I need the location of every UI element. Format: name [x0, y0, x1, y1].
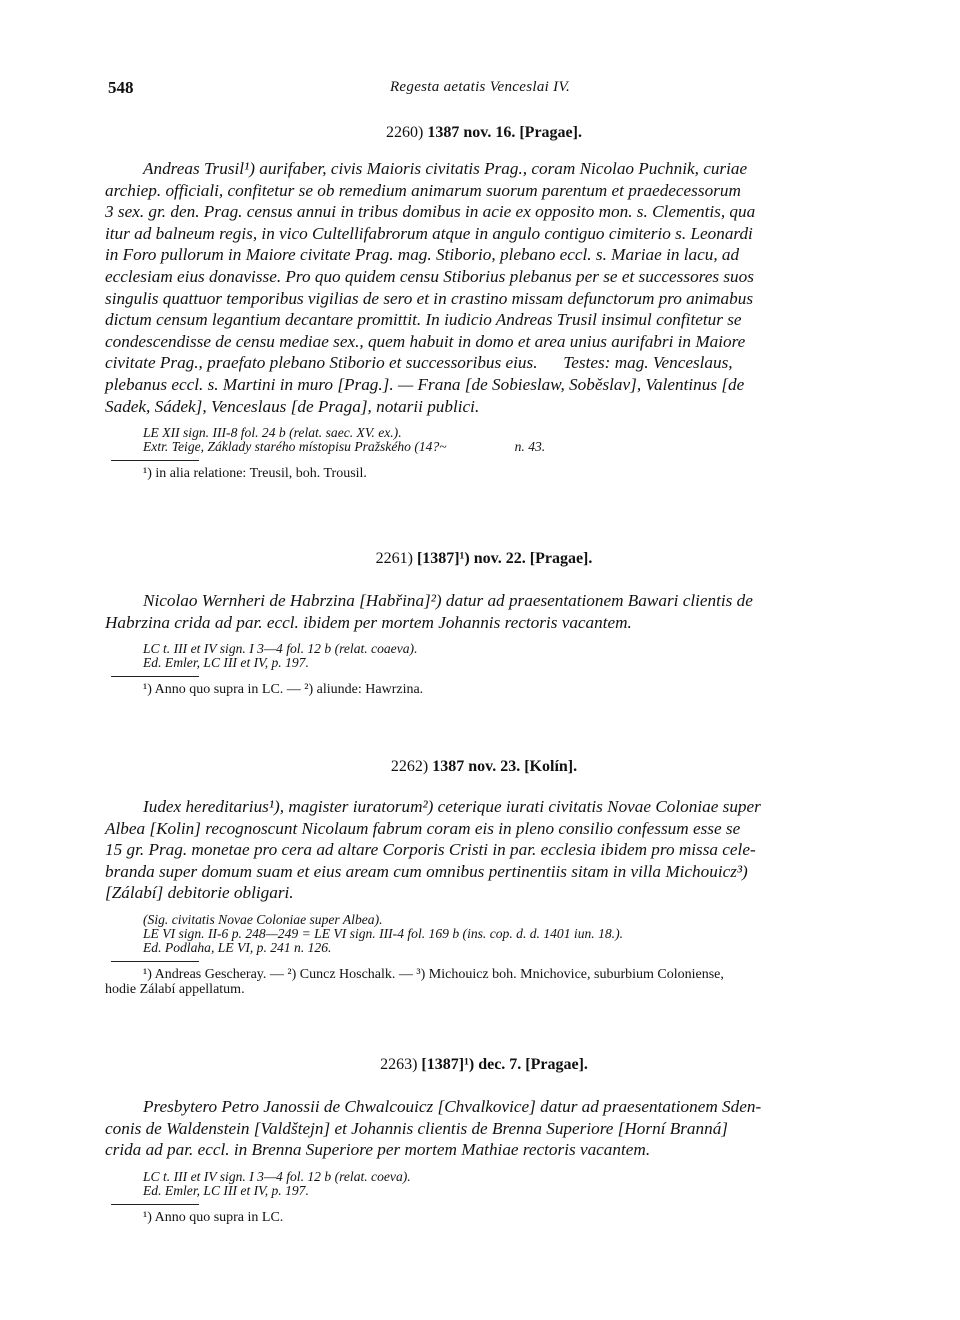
body-line: [Zálabí] debitorie obligari.: [105, 883, 294, 903]
source-line: LE VI sign. II-6 p. 248—249 = LE VI sign. III-4 fol. 169 b (ins. cop. d. d. 1401 iun. 18.).: [143, 925, 624, 941]
footnote: [105, 966, 863, 997]
body-line: Iudex hereditarius¹), magister iuratorum²) ceterique iurati civitatis Novae Coloniae super: [143, 797, 761, 816]
body-line: in Foro pullorum in Maiore civitate Prag. mag. Stiborio, plebano eccl. s. Mariae in lacu, ad: [105, 245, 740, 265]
entry-body: [105, 158, 863, 417]
sources: [143, 642, 863, 670]
source-line: LC t. III et IV sign. I 3—4 fol. 12 b (relat. coaeva).: [143, 641, 418, 657]
entry-body: [105, 796, 863, 904]
sources: [143, 426, 863, 454]
entry-heading: [105, 1054, 863, 1076]
body-line: archiep. officiali, confitetur se ob remedium animarum suorum parentum et praedecessorum: [105, 180, 741, 200]
source-line: (Sig. civitatis Novae Coloniae super Albea).: [143, 911, 383, 927]
body-line: Andreas Trusil¹) aurifaber, civis Maioris civitatis Prag., coram Nicolao Puchnik, curiae: [143, 159, 748, 178]
footnote-rule: [111, 961, 199, 962]
entry-number: 2262): [390, 758, 429, 775]
body-line: dictum censum legantium decantare promittit. In iudicio Andreas Trusil insimul confitetur se: [105, 310, 742, 330]
source-line: LE XII sign. III-8 fol. 24 b (relat. saec. XV. ex.).: [143, 425, 402, 441]
source-line: Ed. Emler, LC III et IV, p. 197.: [143, 1182, 309, 1198]
footnote: ¹) in alia relatione: Treusil, boh. Trousil.: [143, 466, 367, 482]
body-line: ecclesiam eius donavisse. Pro quo quidem censu Stiborius plebanus per se et successores suos: [105, 266, 754, 286]
entry-date: [1387]¹) nov. 22. [Pragae].: [416, 550, 593, 567]
entry-2260: [105, 122, 863, 481]
body-line: 3 sex. gr. den. Prag. census annui in tribus domibus in acie ex opposito mon. s. Clementis, qua: [105, 202, 756, 222]
footnote-line: ¹) Andreas Gescheray. — ²) Cuncz Hoschalk. — ³) Michouicz boh. Mnichovice, suburbium Coloniense,: [143, 966, 724, 982]
body-line: Sadek, Sádek], Venceslaus [de Praga], notarii publici.: [105, 396, 480, 416]
footnote: ¹) Anno quo supra in LC. — ²) aliunde: Hawrzina.: [143, 682, 424, 698]
source-line: Extr. Teige, Základy starého místopisu Pražského (14?~ n. 43.: [143, 439, 546, 455]
page-header: [108, 78, 852, 102]
source-line: Ed. Podlaha, LE VI, p. 241 n. 126.: [143, 939, 332, 955]
entry-number: 2260): [386, 124, 424, 141]
entry-number: 2261): [375, 550, 413, 567]
entry-date: 1387 nov. 16. [Pragae].: [427, 124, 582, 141]
page-number: 548: [108, 78, 134, 97]
body-line: civitate Prag., praefato plebano Stiborio et successoribus eius. Testes: mag. Venceslaus,: [105, 353, 733, 373]
body-line: itur ad balneum regis, in vico Cultellifabrorum atque in angulo contiguo cimiterio s. Leonardi: [105, 223, 753, 243]
entry-heading: [105, 756, 863, 778]
footnote-rule: [111, 676, 199, 677]
body-line: crida ad par. eccl. in Brenna Superiore per mortem Mathiae rectoris vacantem.: [105, 1140, 651, 1160]
body-line: conis de Waldenstein [Valdštejn] et Johannis clientis de Brenna Superiore [Horní Branná]: [105, 1118, 728, 1138]
source-line: Ed. Emler, LC III et IV, p. 197.: [143, 655, 309, 671]
body-line: 15 gr. Prag. monetae pro cera ad altare Corporis Cristi in par. ecclesia ibidem pro missa cele-: [105, 840, 756, 860]
footnote-rule: [111, 460, 199, 461]
body-line: Presbytero Petro Janossii de Chwalcouicz [Chvalkovice] datur ad praesentationem Sden-: [143, 1097, 762, 1116]
entry-2262: [105, 756, 863, 997]
body-line: condescendisse de censu mediae sex., quem habuit in domo et area unius aurifabri in Maiore: [105, 331, 746, 351]
body-line: Albea [Kolin] recognoscunt Nicolaum fabrum coram eis in pleno consilio confessum esse se: [105, 818, 741, 838]
body-line: Nicolao Wernheri de Habrzina [Habřina]²) datur ad praesentationem Bawari clientis de: [143, 591, 753, 610]
entry-body: [105, 1096, 863, 1161]
entry-date: [1387]¹) dec. 7. [Pragae].: [421, 1056, 588, 1073]
entry-2263: [105, 1054, 863, 1225]
body-line: singulis quattuor temporibus vigilias de sero et in crastino missam defunctorum pro animabus: [105, 288, 754, 308]
entry-date: 1387 nov. 23. [Kolín].: [432, 758, 578, 775]
entry-number: 2263): [380, 1056, 418, 1073]
footnote-line: hodie Zálabí appellatum.: [105, 981, 245, 997]
body-line: branda super domum suam et eius aream cum omnibus pertinentiis sitam in villa Michouicz³): [105, 861, 748, 881]
entry-2261: [105, 548, 863, 697]
body-line: plebanus eccl. s. Martini in muro [Prag.]. — Frana [de Sobieslaw, Soběslav], Valentinus [de: [105, 374, 745, 394]
body-line: Habrzina crida ad par. eccl. ibidem per mortem Johannis rectoris vacantem.: [105, 612, 632, 632]
sources: [143, 1170, 863, 1198]
entry-heading: [105, 548, 863, 570]
source-line: LC t. III et IV sign. I 3—4 fol. 12 b (relat. coeva).: [143, 1168, 411, 1184]
footnote: ¹) Anno quo supra in LC.: [143, 1209, 284, 1225]
footnote-rule: [111, 1204, 199, 1205]
entry-heading: [105, 122, 863, 144]
running-title: Regesta aetatis Venceslai IV.: [389, 79, 571, 95]
entry-body: [105, 590, 863, 633]
sources: [143, 913, 863, 955]
